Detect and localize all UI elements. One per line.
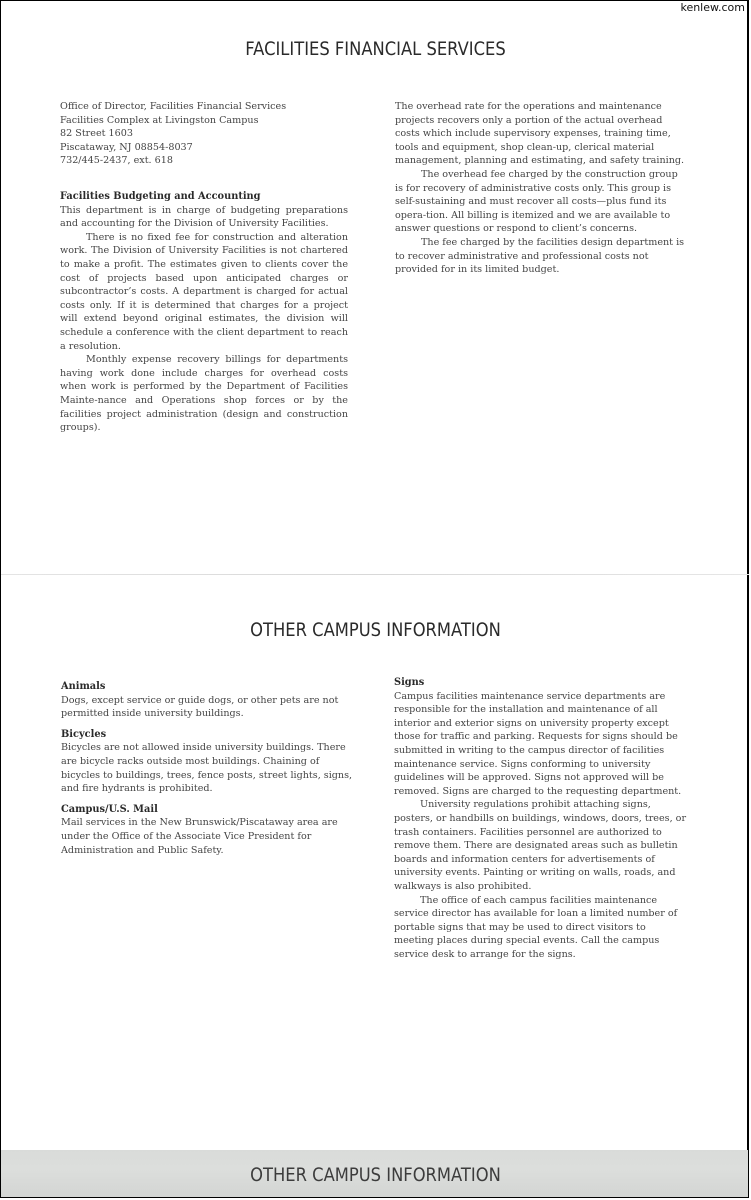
section-title-financial-services: FACILITIES FINANCIAL SERVICES — [245, 38, 506, 60]
mail-heading: Campus/U.S. Mail — [61, 803, 158, 815]
address-line: 82 Street 1603 — [60, 128, 133, 140]
bicycles-heading: Bicycles — [61, 728, 107, 740]
signs-heading: Signs — [394, 677, 425, 688]
paragraph: University regulations prohibit attaching signs, posters, or handbills on buildings, windows, doors, trees, or trash containers. Facilities personnel are authorized to remove them. There are designated areas such as bulletin boards and information centers for advertisements of university events. Painting or writing on walls, roads, and walkways is also prohibited. — [394, 799, 687, 892]
footer-band — [1, 1150, 748, 1197]
paragraph: The overhead rate for the operations and maintenance projects recovers only a portion of the actual overhead costs which include supervisory expenses, training time, tools and equipment, shop clean-up, clerical material management, planning and estimating, and safety training. — [395, 101, 685, 167]
campus-info-left-column — [61, 680, 356, 864]
paragraph: The overhead fee charged by the construction group is for recovery of administrative costs only. This group is self-sustaining and must recover all costs—plus fund its opera-tion. All billing is itemized and we are available to answer questions or respond to client’s concerns. — [395, 168, 678, 235]
paragraph: Monthly expense recovery billings for departments having work done include charges for overhead costs when work is performed by the Department of Facilities Mainte-nance and Operations shop forces or by the facilities project administration (design and construction groups). — [60, 354, 348, 434]
animals-heading: Animals — [61, 681, 106, 692]
site-watermark: kenlew.com — [680, 1, 745, 14]
footer-band-title: OTHER CAMPUS INFORMATION — [250, 1164, 501, 1186]
office-address — [60, 100, 360, 168]
animals-block — [61, 680, 356, 721]
overhead-section — [395, 100, 687, 277]
bicycles-text: Bicycles are not allowed inside university buildings. There are bicycle racks outside most buildings. Chaining of bicycles to buildings, trees, fence posts, street lights, signs, and fire hydrants is prohibited. — [61, 742, 353, 795]
mail-block — [61, 803, 356, 857]
paragraph: This department is in charge of budgeting preparations and accounting for the Division of University Facilities. — [60, 204, 348, 230]
address-line: Office of Director, Facilities Financial Services — [60, 101, 287, 112]
signs-block — [394, 676, 688, 961]
address-line: Facilities Complex at Livingston Campus — [60, 114, 259, 126]
budgeting-section — [60, 190, 348, 435]
page-fold-line — [1, 574, 749, 575]
animals-text: Dogs, except service or guide dogs, or other pets are not permitted inside university buildings. — [61, 694, 339, 720]
budgeting-heading: Facilities Budgeting and Accounting — [60, 191, 261, 202]
mail-text: Mail services in the New Brunswick/Piscataway area are under the Office of the Associate Vice President for Administration and Public Safety. — [61, 817, 338, 856]
paragraph: Campus facilities maintenance service departments are responsible for the installation and maintenance of all interior and exterior signs on university property except those for traffic and parking. Requests for signs should be submitted in writing to the campus director of facilities maintenance service. Signs conforming to university guidelines will be approved. Signs not approved will be removed. Signs are charged to the requesting department. — [394, 690, 682, 797]
paragraph: There is no fixed fee for construction and alteration work. The Division of University Facilities is not chartered to make a profit. The estimates given to clients cover the cost of projects based upon anticipated charges or subcontractor’s costs. A department is charged for actual costs only. If it is determined that charges for a project will extend beyond original estimates, the division will schedule a conference with the client department to reach a resolution. — [60, 231, 348, 352]
paragraph: The fee charged by the facilities design department is to recover administrative and professional costs not provided for in its limited budget. — [395, 236, 685, 276]
address-line: Piscataway, NJ 08854-8037 — [60, 141, 193, 153]
bicycles-block — [61, 728, 356, 796]
section-title-campus-info: OTHER CAMPUS INFORMATION — [250, 619, 501, 641]
paragraph: The office of each campus facilities maintenance service director has available for loan a limited number of portable signs that may be used to direct visitors to meeting places during special events. Call the campus service desk to arrange for the signs. — [394, 894, 678, 960]
phone-number: 732/445-2437, ext. 618 — [60, 155, 173, 167]
